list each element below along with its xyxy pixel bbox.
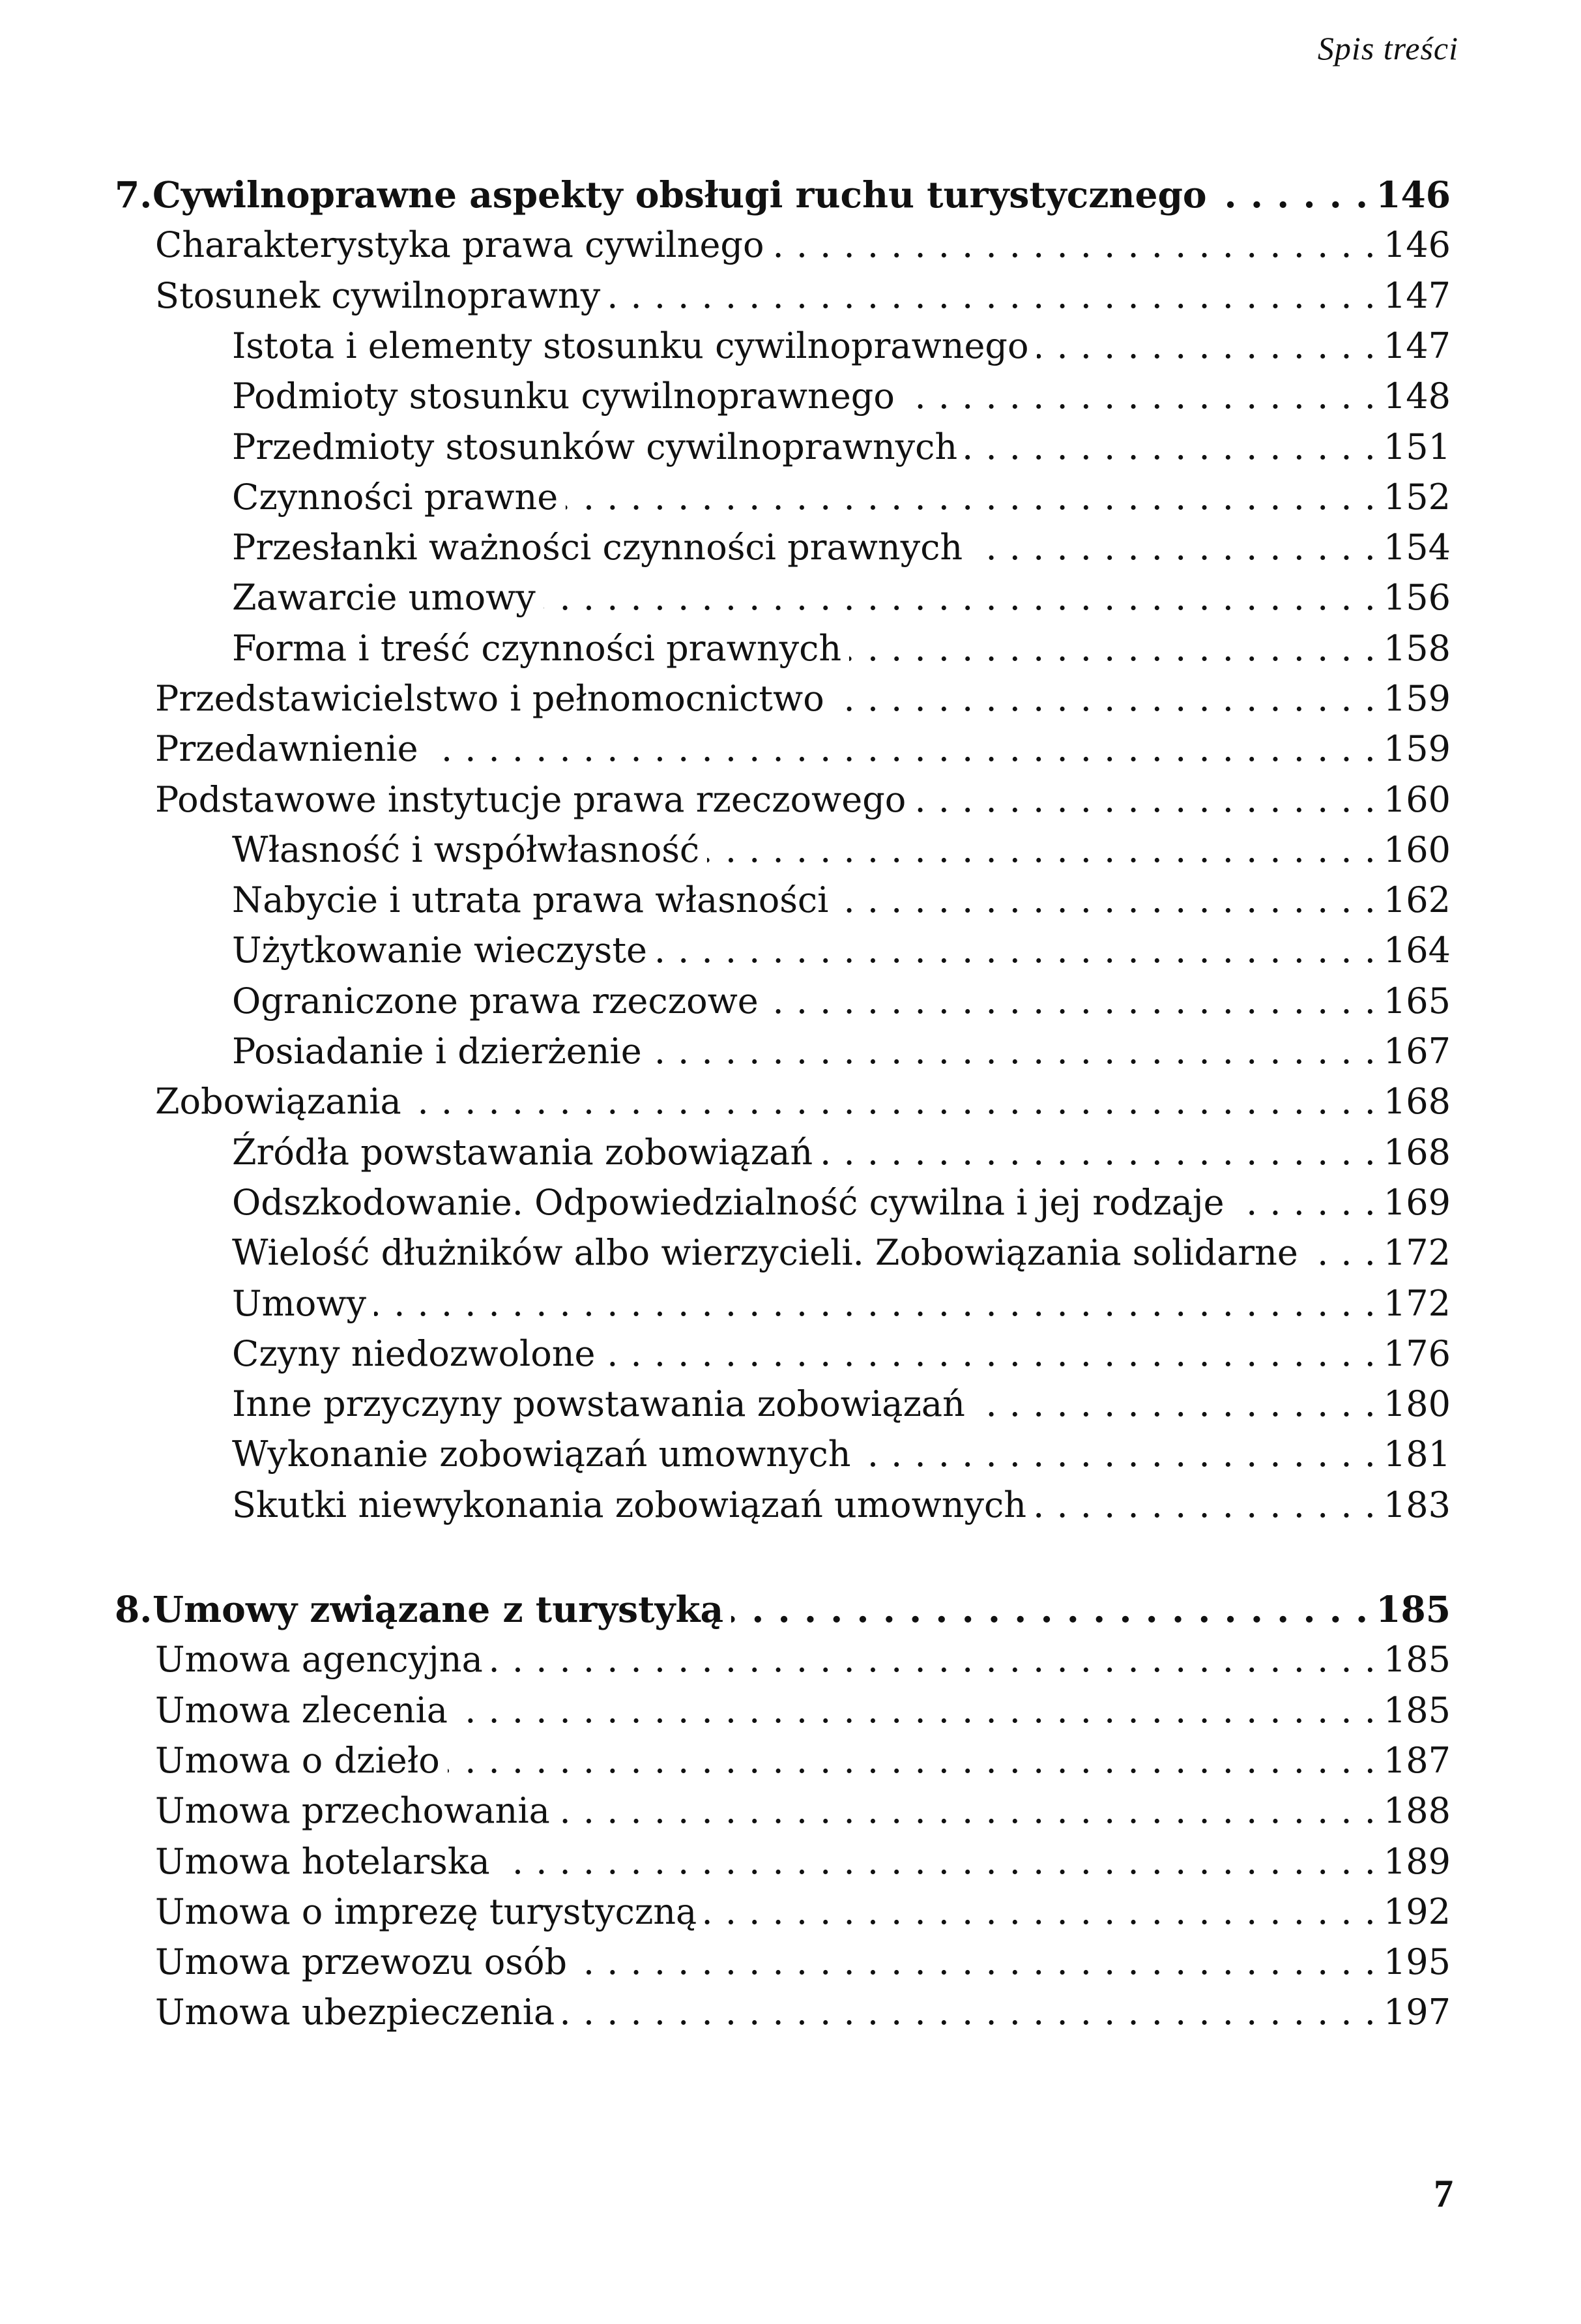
- entry-page-number: 195: [1383, 1941, 1451, 1982]
- toc-section-entry: [155, 1737, 1451, 1785]
- entry-page-number: 158: [1383, 628, 1451, 669]
- dot-leader: [914, 776, 1376, 824]
- entry-title: Zawarcie umowy: [232, 577, 536, 618]
- dot-leader: [1215, 171, 1369, 219]
- entry-page-number: 147: [1383, 275, 1451, 316]
- entry-title: Forma i treść czynności prawnych: [232, 628, 842, 669]
- chapter-title: [115, 171, 1207, 219]
- entry-title: Czynności prawne: [232, 477, 558, 518]
- dot-leader: [409, 1078, 1376, 1126]
- toc-subsection-entry: [232, 1330, 1451, 1378]
- toc-section-entry: [155, 1636, 1451, 1684]
- entry-page-number: 154: [1383, 527, 1451, 568]
- toc-section-entry: [155, 776, 1451, 824]
- entry-page-number: 172: [1383, 1232, 1451, 1273]
- toc-section-entry: [155, 1888, 1451, 1936]
- toc-section-entry: [155, 1988, 1451, 2037]
- toc-subsection-entry: [232, 826, 1451, 874]
- dot-leader: [566, 473, 1376, 522]
- toc-subsection-entry: [232, 574, 1451, 622]
- chapter-page-number: 146: [1376, 173, 1451, 216]
- toc-subsection-entry: [232, 372, 1451, 420]
- toc-subsection-entry: [232, 523, 1451, 572]
- entry-page-number: 189: [1383, 1841, 1451, 1882]
- entry-title: Czyny niedozwolone: [232, 1333, 596, 1374]
- dot-leader: [903, 372, 1376, 420]
- dot-leader: [562, 1988, 1376, 2037]
- entry-page-number: 152: [1383, 477, 1451, 518]
- dot-leader: [575, 1938, 1376, 1986]
- dot-leader: [498, 1838, 1376, 1886]
- entry-page-number: 197: [1383, 1992, 1451, 2033]
- entry-page-number: 185: [1383, 1639, 1451, 1680]
- entry-title: Odszkodowanie. Odpowiedzialność cywilna i jej rodzaje: [232, 1182, 1225, 1223]
- dot-leader: [849, 625, 1376, 673]
- entry-page-number: 151: [1383, 426, 1451, 467]
- toc-section-entry: [155, 1078, 1451, 1126]
- entry-title: Umowa o imprezę turystyczną: [155, 1891, 697, 1932]
- chapter-title-text: Umowy związane z turystyką: [152, 1588, 724, 1630]
- dot-leader: [766, 977, 1376, 1025]
- entry-title: Ograniczone prawa rzeczowe: [232, 980, 759, 1022]
- toc-subsection-entry: [232, 876, 1451, 924]
- entry-title: Umowa hotelarska: [155, 1841, 490, 1882]
- entry-title: Inne przyczyny powstawania zobowiązań: [232, 1383, 965, 1424]
- toc-subsection-entry: [232, 926, 1451, 975]
- entry-page-number: 168: [1383, 1081, 1451, 1122]
- dot-leader: [655, 926, 1376, 975]
- toc-subsection-entry: [232, 1280, 1451, 1328]
- toc-section-entry: [155, 272, 1451, 320]
- entry-page-number: 164: [1383, 930, 1451, 971]
- entry-title: Posiadanie i dzierżenie: [232, 1031, 642, 1072]
- entry-page-number: 159: [1383, 678, 1451, 719]
- entry-page-number: 159: [1383, 728, 1451, 769]
- dot-leader: [374, 1280, 1376, 1328]
- entry-title: Przedawnienie: [155, 728, 418, 769]
- entry-title: Przedmioty stosunków cywilnoprawnych: [232, 426, 958, 467]
- entry-title: Umowa zlecenia: [155, 1690, 448, 1731]
- toc-subsection-entry: [232, 1229, 1451, 1277]
- entry-page-number: 169: [1383, 1182, 1451, 1223]
- entry-page-number: 172: [1383, 1283, 1451, 1324]
- dot-leader: [707, 826, 1376, 874]
- entry-title: Użytkowanie wieczyste: [232, 930, 648, 971]
- dot-leader: [1037, 322, 1376, 370]
- running-head: Spis treści: [1317, 30, 1458, 66]
- dot-leader: [426, 725, 1376, 773]
- toc-subsection-entry: [232, 1481, 1451, 1529]
- entry-title: Przedstawicielstwo i pełnomocnictwo: [155, 678, 824, 719]
- dot-leader: [772, 221, 1375, 269]
- entry-page-number: 188: [1383, 1790, 1451, 1831]
- entry-title: Skutki niewykonania zobowiązań umownych: [232, 1484, 1027, 1525]
- toc-subsection-entry: [232, 1179, 1451, 1227]
- toc-section-entry: [155, 1787, 1451, 1835]
- toc-chapter-heading: [115, 1585, 1451, 1634]
- chapter-title-text: Cywilnoprawne aspekty obsługi ruchu turystycznego: [152, 173, 1207, 216]
- dot-leader: [1306, 1229, 1376, 1277]
- dot-leader: [544, 574, 1376, 622]
- chapter-number: 8.: [115, 1588, 152, 1630]
- chapter-page-number: 185: [1376, 1588, 1451, 1630]
- entry-title: Umowa przechowania: [155, 1790, 550, 1831]
- entry-title: Przesłanki ważności czynności prawnych: [232, 527, 963, 568]
- entry-title: Charakterystyka prawa cywilnego: [155, 224, 764, 265]
- entry-page-number: 176: [1383, 1333, 1451, 1374]
- toc-section-entry: [155, 1686, 1451, 1735]
- entry-page-number: 146: [1383, 224, 1451, 265]
- entry-page-number: 185: [1383, 1690, 1451, 1731]
- entry-title: Istota i elementy stosunku cywilnoprawnego: [232, 325, 1029, 366]
- entry-page-number: 183: [1383, 1484, 1451, 1525]
- dot-leader: [731, 1585, 1368, 1634]
- entry-title: Stosunek cywilnoprawny: [155, 275, 601, 316]
- entry-title: Podmioty stosunku cywilnoprawnego: [232, 375, 895, 417]
- entry-page-number: 165: [1383, 980, 1451, 1022]
- entry-page-number: 192: [1383, 1891, 1451, 1932]
- entry-page-number: 162: [1383, 879, 1451, 920]
- entry-page-number: 167: [1383, 1031, 1451, 1072]
- dot-leader: [448, 1737, 1376, 1785]
- dot-leader: [650, 1027, 1376, 1076]
- entry-title: Wielość dłużników albo wierzycieli. Zobowiązania solidarne: [232, 1232, 1298, 1273]
- dot-leader: [820, 1128, 1376, 1177]
- entry-page-number: 147: [1383, 325, 1451, 366]
- entry-title: Umowy: [232, 1283, 366, 1324]
- toc-subsection-entry: [232, 1430, 1451, 1478]
- dot-leader: [1034, 1481, 1376, 1529]
- toc-subsection-entry: [232, 1027, 1451, 1076]
- entry-title: Umowa agencyjna: [155, 1639, 483, 1680]
- dot-leader: [704, 1888, 1376, 1936]
- toc-subsection-entry: [232, 1380, 1451, 1428]
- entry-page-number: 168: [1383, 1132, 1451, 1173]
- toc-subsection-entry: [232, 625, 1451, 673]
- entry-title: Umowa o dzieło: [155, 1740, 440, 1781]
- dot-leader: [608, 272, 1376, 320]
- dot-leader: [1232, 1179, 1376, 1227]
- toc-subsection-entry: [232, 322, 1451, 370]
- entry-title: Umowa ubezpieczenia: [155, 1992, 555, 2033]
- entry-page-number: 160: [1383, 829, 1451, 870]
- entry-page-number: 160: [1383, 779, 1451, 820]
- dot-leader: [603, 1330, 1376, 1378]
- entry-title: Umowa przewozu osób: [155, 1941, 568, 1982]
- entry-title: Źródła powstawania zobowiązań: [232, 1132, 813, 1173]
- toc-section-entry: [155, 675, 1451, 723]
- toc-section-entry: [155, 1838, 1451, 1886]
- toc-section-entry: [155, 1938, 1451, 1986]
- dot-leader: [456, 1686, 1376, 1735]
- dot-leader: [836, 876, 1375, 924]
- entry-page-number: 148: [1383, 375, 1451, 417]
- entry-page-number: 187: [1383, 1740, 1451, 1781]
- toc-chapter-heading: [115, 171, 1451, 219]
- chapter-title: [115, 1585, 723, 1634]
- dot-leader: [970, 523, 1376, 572]
- entry-title: Zobowiązania: [155, 1081, 401, 1122]
- toc-subsection-entry: [232, 473, 1451, 522]
- dot-leader: [491, 1636, 1376, 1684]
- toc-section-entry: [155, 221, 1451, 269]
- dot-leader: [965, 423, 1376, 471]
- toc-subsection-entry: [232, 977, 1451, 1025]
- entry-page-number: 156: [1383, 577, 1451, 618]
- chapter-number: 7.: [115, 173, 152, 216]
- toc-subsection-entry: [232, 1128, 1451, 1177]
- dot-leader: [859, 1430, 1376, 1478]
- entry-page-number: 181: [1383, 1434, 1451, 1475]
- entry-title: Wykonanie zobowiązań umownych: [232, 1434, 851, 1475]
- dot-leader: [973, 1380, 1376, 1428]
- toc-section-entry: [155, 725, 1451, 773]
- toc-subsection-entry: [232, 423, 1451, 471]
- dot-leader: [558, 1787, 1376, 1835]
- entry-title: Własność i współwłasność: [232, 829, 700, 870]
- dot-leader: [832, 675, 1376, 723]
- page-number: 7: [1434, 2172, 1453, 2215]
- entry-title: Podstawowe instytucje prawa rzeczowego: [155, 779, 907, 820]
- entry-title: Nabycie i utrata prawa własności: [232, 879, 829, 920]
- entry-page-number: 180: [1383, 1383, 1451, 1424]
